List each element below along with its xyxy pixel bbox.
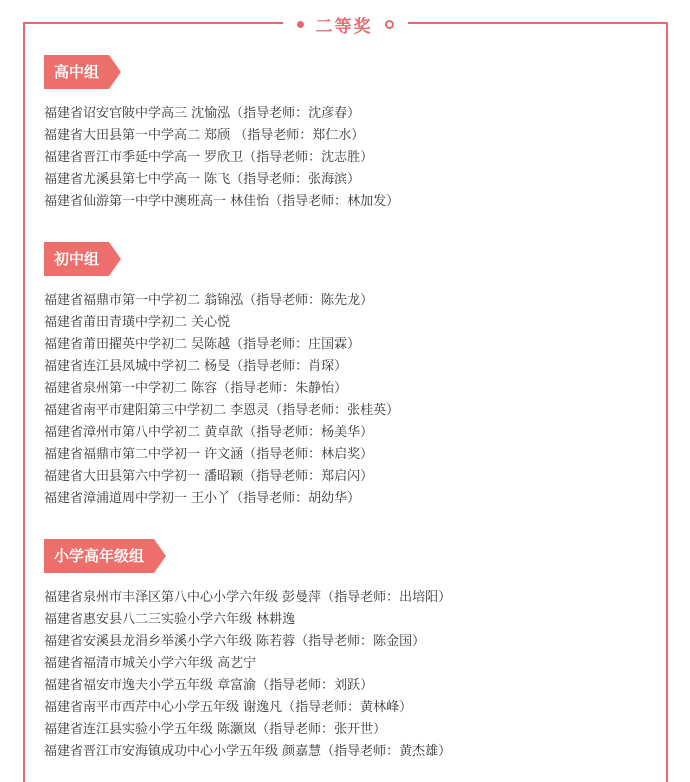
- group-primary-upper: [44, 539, 451, 763]
- list-item: 福建省惠安县八二三实验小学六年级 林耕逸: [44, 612, 296, 627]
- list-item: 福建省福鼎市第一中学初二 翁锦泓（指导老师：陈先龙）: [44, 293, 374, 308]
- group-badge: 高中组: [44, 55, 109, 89]
- list-item: 福建省仙游第一中学中澳班高一 林佳怡（指导老师：林加发）: [44, 194, 400, 209]
- list-item: 福建省漳浦道周中学初一 王小丫（指导老师：胡幼华）: [44, 491, 361, 506]
- list-item: 福建省漳州市第八中学初二 黄卓歆（指导老师：杨美华）: [44, 425, 374, 440]
- group-entry-list: [44, 587, 451, 763]
- list-item: 福建省大田县第六中学初一 潘昭颖（指导老师：郑启闪）: [44, 469, 374, 484]
- list-item: 福建省安溪县龙涓乡举溪小学六年级 陈若蓉（指导老师：陈金国）: [44, 634, 426, 649]
- list-item: 福建省连江县实验小学五年级 陈灏岚（指导老师：张开世）: [44, 722, 387, 737]
- title-ring-right-icon: [385, 20, 394, 29]
- list-item: 福建省泉州市丰泽区第八中心小学六年级 彭曼萍（指导老师：出培阳）: [44, 590, 452, 605]
- list-item: 福建省莆田青璜中学初二 关心悦: [44, 315, 231, 330]
- list-item: 福建省南平市西芹中心小学五年级 谢逸凡（指导老师：黄林峰）: [44, 700, 413, 715]
- award-title-inner: [283, 12, 408, 37]
- list-item: 福建省泉州第一中学初二 陈容（指导老师：朱静怡）: [44, 381, 348, 396]
- group-high-school: [44, 55, 399, 213]
- list-item: 福建省晋江市安海镇成功中心小学五年级 颜嘉慧（指导老师：黄杰雄）: [44, 744, 452, 759]
- list-item: 福建省诏安官陂中学高三 沈愉泓（指导老师：沈彦春）: [44, 106, 361, 121]
- list-item: 福建省莆田擢英中学初二 吴陈越（指导老师：庄国霖）: [44, 337, 361, 352]
- award-title: 二等奖: [315, 16, 373, 37]
- award-title-bar: [0, 10, 690, 38]
- list-item: 福建省福鼎市第二中学初一 许文涵（指导老师：林启奖）: [44, 447, 374, 462]
- group-entry-list: [44, 290, 399, 510]
- list-item: 福建省晋江市季延中学高一 罗欣卫（指导老师：沈志胜）: [44, 150, 374, 165]
- list-item: 福建省福安市逸夫小学五年级 章富渝（指导老师：刘跃）: [44, 678, 374, 693]
- list-item: 福建省连江县凤城中学初二 杨旻（指导老师：肖琛）: [44, 359, 348, 374]
- group-badge: 初中组: [44, 242, 109, 276]
- list-item: 福建省大田县第一中学高二 郑颀 （指导老师：郑仁水）: [44, 128, 365, 143]
- title-dot-left-icon: [297, 21, 304, 28]
- group-badge: 小学高年级组: [44, 539, 154, 573]
- list-item: 福建省福清市城关小学六年级 高艺宁: [44, 656, 257, 671]
- list-item: 福建省尤溪县第七中学高一 陈飞（指导老师：张海滨）: [44, 172, 361, 187]
- group-middle-school: [44, 242, 399, 510]
- group-entry-list: [44, 103, 399, 213]
- list-item: 福建省南平市建阳第三中学初二 李恩灵（指导老师：张桂英）: [44, 403, 400, 418]
